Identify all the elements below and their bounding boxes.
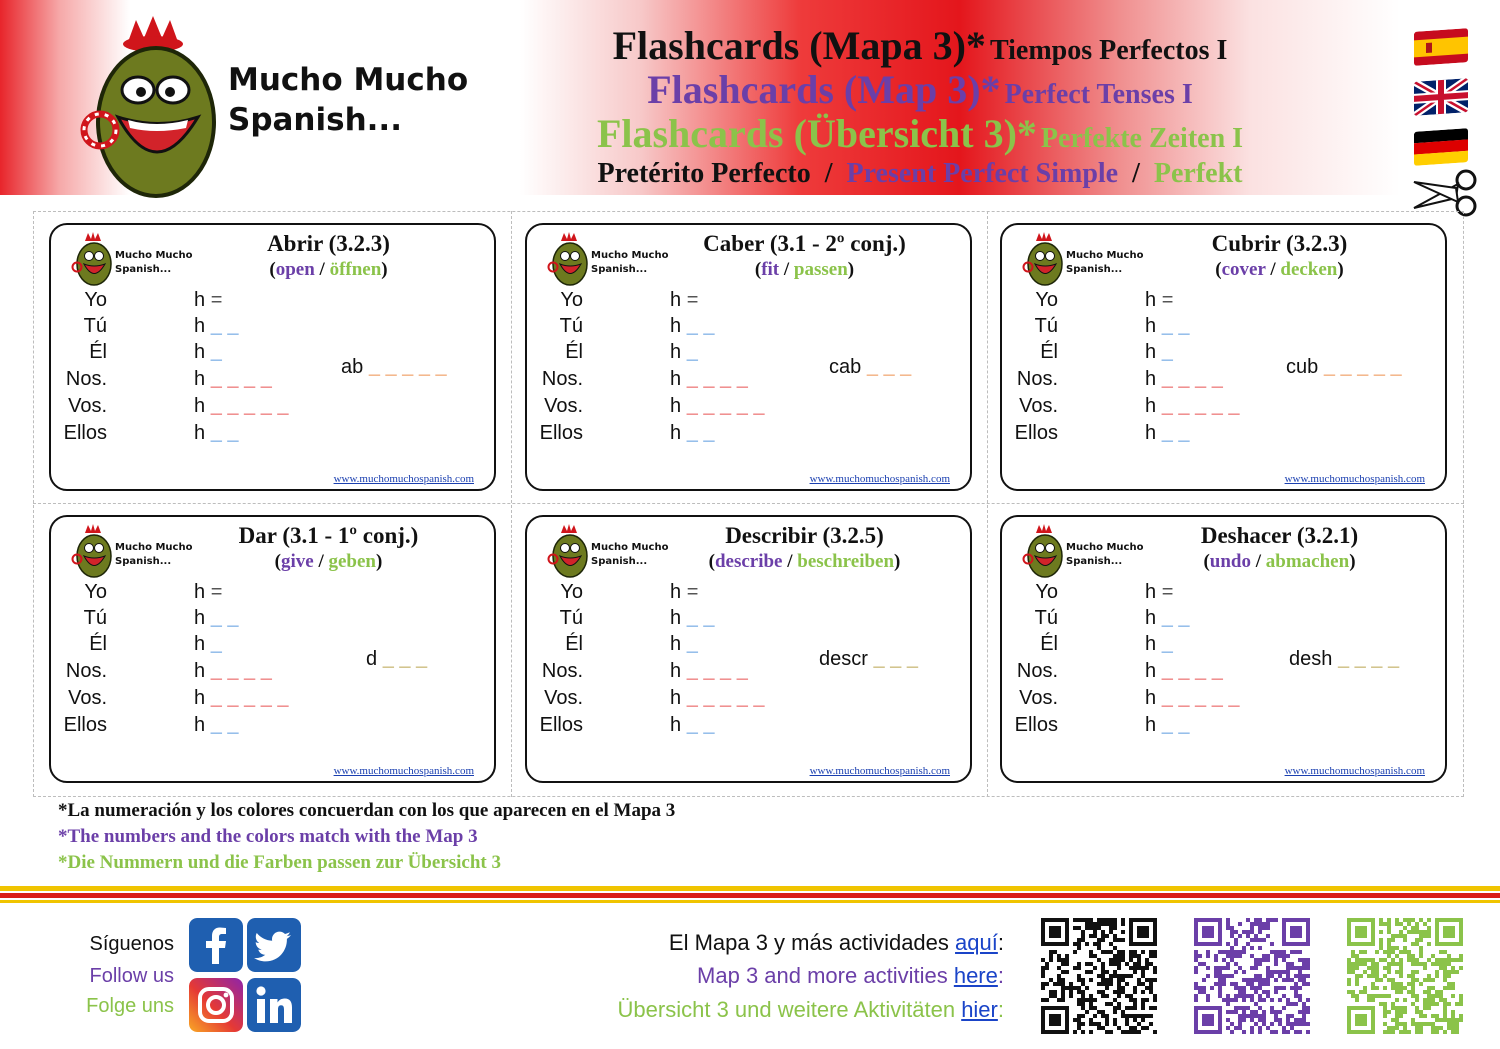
card-aux-letter: h bbox=[1145, 422, 1157, 444]
card-participle-stem: cub bbox=[1286, 356, 1319, 378]
flashcard bbox=[49, 223, 496, 491]
title-spanish-main: Flashcards (Mapa 3)* bbox=[612, 23, 986, 68]
card-pronoun: Nos. bbox=[1016, 660, 1058, 682]
cut-line-vertical bbox=[987, 211, 988, 797]
card-pronoun: Tú bbox=[1034, 607, 1058, 629]
card-pronoun: Nos. bbox=[1016, 368, 1058, 390]
card-participle-blanks: _ _ _ _ bbox=[1337, 648, 1400, 670]
card-participle-stem: desh bbox=[1289, 648, 1333, 670]
card-translation: (cover / decken) bbox=[1215, 259, 1344, 280]
card-participle bbox=[1286, 356, 1402, 379]
footer-stripe-red bbox=[0, 893, 1500, 898]
tense-separator: / bbox=[824, 158, 833, 189]
card-aux-verb bbox=[670, 395, 765, 418]
qr-code-english[interactable] bbox=[1193, 918, 1311, 1034]
olive-mascot-icon bbox=[1022, 231, 1066, 287]
card-aux-letter: h bbox=[1145, 368, 1157, 390]
card-participle-blanks: _ _ _ bbox=[873, 648, 918, 670]
card-aux-blanks: = bbox=[210, 289, 223, 311]
card-logo-text bbox=[115, 249, 192, 277]
tense-separator: / bbox=[1132, 158, 1140, 189]
card-translation: (describe / beschreiben) bbox=[708, 551, 901, 572]
card-verb: Caber (3.1 - 2º conj.) bbox=[703, 231, 906, 256]
card-pronoun: Nos. bbox=[541, 368, 583, 390]
card-verb: Describir (3.2.5) bbox=[725, 523, 884, 548]
card-translation-german: abmachen bbox=[1265, 551, 1350, 572]
card-participle-blanks: _ _ _ _ _ bbox=[1323, 356, 1402, 378]
tense-german: Perfekt bbox=[1153, 158, 1243, 189]
follow-spanish: Síguenos bbox=[89, 933, 174, 955]
card-aux-blanks: _ _ _ _ _ bbox=[686, 395, 765, 417]
flashcard bbox=[1000, 515, 1447, 783]
card-aux-letter: h bbox=[194, 395, 206, 417]
card-translation: (undo / abmachen) bbox=[1203, 551, 1356, 572]
card-aux-verb bbox=[194, 315, 239, 338]
card-pronoun: Él bbox=[89, 633, 107, 655]
card-website-url[interactable]: www.muchomuchospanish.com bbox=[809, 765, 950, 777]
card-pronoun: Él bbox=[565, 341, 583, 363]
card-translation: (fit / passen) bbox=[754, 259, 855, 280]
card-aux-verb bbox=[670, 368, 748, 391]
card-translation-german: öffnen bbox=[329, 259, 382, 280]
card-aux-verb bbox=[194, 368, 272, 391]
card-aux-letter: h bbox=[670, 660, 682, 682]
card-aux-blanks: _ _ _ _ _ bbox=[210, 395, 289, 417]
card-aux-blanks: _ _ _ _ bbox=[1161, 368, 1223, 390]
note-spanish: *La numeración y los colores concuerdan con los que aparecen en el Mapa 3 bbox=[58, 800, 676, 821]
card-logo-text bbox=[591, 541, 668, 569]
card-aux-verb bbox=[1145, 315, 1190, 338]
card-translation-separator: / bbox=[783, 259, 790, 280]
brand-line-2: Spanish... bbox=[228, 102, 402, 138]
card-pronoun: Yo bbox=[1035, 289, 1058, 311]
card-aux-verb bbox=[194, 687, 289, 710]
card-website-url[interactable]: www.muchomuchospanish.com bbox=[333, 765, 474, 777]
card-pronoun: Ellos bbox=[539, 422, 583, 444]
card-aux-verb bbox=[670, 341, 698, 364]
olive-mascot-logo bbox=[78, 12, 228, 202]
card-pronoun: Tú bbox=[559, 607, 583, 629]
card-pronoun: Ellos bbox=[1014, 714, 1058, 736]
link-suffix: : bbox=[997, 997, 1004, 1022]
card-aux-letter: h bbox=[1145, 315, 1157, 337]
card-aux-blanks: _ _ bbox=[210, 422, 239, 444]
card-aux-blanks: _ _ _ _ _ bbox=[210, 687, 289, 709]
card-pronoun: Yo bbox=[560, 289, 583, 311]
card-aux-letter: h bbox=[194, 422, 206, 444]
card-pronoun: Vos. bbox=[1019, 395, 1058, 417]
card-participle-stem: d bbox=[366, 648, 378, 670]
card-translation-separator: / bbox=[319, 259, 325, 280]
card-logo-text bbox=[1066, 249, 1143, 277]
card-logo-line-2: Spanish... bbox=[1066, 556, 1123, 567]
link-suffix: : bbox=[997, 963, 1004, 988]
germany-flag-icon bbox=[1414, 128, 1468, 166]
card-logo-line-2: Spanish... bbox=[591, 556, 648, 567]
card-participle bbox=[341, 356, 447, 379]
card-aux-verb bbox=[670, 714, 715, 737]
card-translation-separator: / bbox=[787, 551, 793, 572]
card-aux-letter: h bbox=[670, 581, 682, 603]
card-aux-blanks: _ bbox=[686, 633, 698, 655]
activities-link[interactable]: hier bbox=[961, 997, 998, 1022]
card-aux-letter: h bbox=[194, 687, 206, 709]
card-aux-letter: h bbox=[670, 714, 682, 736]
card-aux-letter: h bbox=[670, 607, 682, 629]
olive-mascot-icon bbox=[547, 523, 591, 579]
card-participle bbox=[1289, 648, 1399, 671]
card-translation-separator: / bbox=[1255, 551, 1262, 572]
card-aux-verb bbox=[194, 633, 222, 656]
card-aux-blanks: = bbox=[1161, 581, 1174, 603]
card-aux-verb bbox=[1145, 422, 1190, 445]
card-aux-blanks: = bbox=[686, 581, 699, 603]
card-aux-letter: h bbox=[1145, 714, 1157, 736]
card-participle bbox=[829, 356, 911, 379]
card-pronoun: Él bbox=[1040, 633, 1058, 655]
card-aux-verb bbox=[670, 633, 698, 656]
spain-flag-icon bbox=[1414, 28, 1468, 66]
card-pronoun: Vos. bbox=[68, 395, 107, 417]
card-aux-verb bbox=[194, 395, 289, 418]
card-aux-blanks: _ _ bbox=[686, 315, 715, 337]
card-aux-verb bbox=[670, 660, 748, 683]
card-aux-verb bbox=[1145, 660, 1223, 683]
activities-link[interactable]: here bbox=[953, 963, 998, 988]
olive-mascot-icon bbox=[71, 231, 115, 287]
card-aux-verb bbox=[1145, 289, 1173, 312]
card-aux-letter: h bbox=[670, 395, 682, 417]
footer-stripe-yellow bbox=[0, 886, 1500, 891]
link-suffix: : bbox=[997, 930, 1004, 955]
card-translation: (give / geben) bbox=[274, 551, 383, 572]
card-aux-verb bbox=[670, 687, 765, 710]
card-aux-blanks: _ _ _ _ bbox=[210, 368, 272, 390]
card-aux-blanks: _ _ bbox=[1161, 714, 1190, 736]
card-website-url[interactable]: www.muchomuchospanish.com bbox=[333, 473, 474, 485]
card-aux-verb bbox=[670, 289, 698, 312]
card-pronoun: Tú bbox=[83, 315, 107, 337]
card-aux-verb bbox=[1145, 633, 1173, 656]
card-pronoun: Nos. bbox=[541, 660, 583, 682]
card-aux-letter: h bbox=[670, 633, 682, 655]
card-aux-blanks: _ bbox=[686, 341, 698, 363]
card-aux-blanks: _ _ bbox=[1161, 315, 1190, 337]
card-verb: Abrir (3.2.3) bbox=[267, 231, 390, 256]
olive-mascot-icon bbox=[547, 231, 591, 287]
card-aux-verb bbox=[1145, 607, 1190, 630]
card-aux-blanks: = bbox=[1161, 289, 1174, 311]
card-participle bbox=[819, 648, 918, 671]
title-german-sub: Perfekte Zeiten I bbox=[1040, 123, 1244, 154]
title-english-sub: Perfect Tenses I bbox=[1004, 79, 1193, 110]
activities-text: Übersicht 3 und weitere Aktivitäten bbox=[617, 997, 956, 1022]
card-aux-letter: h bbox=[1145, 660, 1157, 682]
note-english: *The numbers and the colors match with the Map 3 bbox=[58, 826, 478, 847]
card-logo-text bbox=[115, 541, 192, 569]
card-translation-german: decken bbox=[1280, 259, 1338, 280]
card-participle-blanks: _ _ _ bbox=[866, 356, 912, 378]
card-translation-german: beschreiben bbox=[797, 551, 895, 572]
card-pronoun: Nos. bbox=[65, 660, 107, 682]
card-aux-blanks: _ bbox=[210, 341, 222, 363]
tense-names bbox=[520, 158, 1320, 190]
activities-text: Map 3 and more activities bbox=[697, 963, 948, 988]
card-aux-verb bbox=[670, 607, 715, 630]
card-participle-blanks: _ _ _ _ _ bbox=[368, 356, 447, 378]
follow-english: Follow us bbox=[89, 965, 174, 987]
card-pronoun: Tú bbox=[1034, 315, 1058, 337]
card-aux-blanks: _ _ bbox=[1161, 607, 1190, 629]
brand-name bbox=[228, 60, 468, 140]
brand-line-1: Mucho Mucho bbox=[228, 62, 469, 98]
card-logo-line-1: Mucho Mucho bbox=[591, 250, 669, 261]
card-aux-verb bbox=[670, 581, 698, 604]
card-translation-german: geben bbox=[328, 551, 376, 572]
card-website-url[interactable]: www.muchomuchospanish.com bbox=[1284, 473, 1425, 485]
card-aux-blanks: _ _ _ _ bbox=[210, 660, 272, 682]
title-spanish-sub: Tiempos Perfectos I bbox=[989, 35, 1228, 66]
card-pronoun: Ellos bbox=[539, 714, 583, 736]
note-german: *Die Nummern und die Farben passen zur Übersicht 3 bbox=[58, 852, 501, 873]
card-aux-letter: h bbox=[1145, 395, 1157, 417]
card-logo-text bbox=[1066, 541, 1143, 569]
uk-flag-icon bbox=[1414, 78, 1468, 116]
card-participle-blanks: _ _ _ bbox=[382, 648, 428, 670]
card-translation-separator: / bbox=[1270, 259, 1276, 280]
card-aux-verb bbox=[1145, 714, 1190, 737]
card-aux-blanks: _ _ bbox=[686, 714, 715, 736]
card-aux-letter: h bbox=[194, 368, 206, 390]
card-aux-letter: h bbox=[1145, 687, 1157, 709]
card-aux-letter: h bbox=[194, 660, 206, 682]
card-aux-letter: h bbox=[194, 581, 206, 603]
card-aux-blanks: = bbox=[686, 289, 699, 311]
card-translation-english: give bbox=[281, 551, 314, 572]
card-aux-verb bbox=[1145, 687, 1240, 710]
card-aux-verb bbox=[194, 660, 272, 683]
card-pronoun: Nos. bbox=[65, 368, 107, 390]
card-aux-letter: h bbox=[670, 315, 682, 337]
footer-stripe-yellow bbox=[0, 900, 1500, 903]
card-translation-english: describe bbox=[714, 551, 783, 572]
card-aux-blanks: _ _ _ _ bbox=[686, 660, 748, 682]
card-aux-verb bbox=[194, 581, 222, 604]
qr-code-spanish[interactable] bbox=[1040, 918, 1158, 1034]
card-translation: (open / öffnen) bbox=[269, 259, 388, 280]
card-participle-stem: ab bbox=[341, 356, 364, 378]
activities-link-german bbox=[618, 997, 1004, 1023]
card-logo-line-1: Mucho Mucho bbox=[115, 542, 193, 553]
flashcard bbox=[525, 515, 972, 783]
card-pronoun: Ellos bbox=[63, 422, 107, 444]
card-participle bbox=[366, 648, 427, 671]
card-pronoun: Vos. bbox=[544, 395, 583, 417]
card-website-url[interactable]: www.muchomuchospanish.com bbox=[1284, 765, 1425, 777]
card-aux-blanks: = bbox=[210, 581, 223, 603]
card-aux-blanks: _ bbox=[1161, 633, 1173, 655]
card-translation-english: fit bbox=[761, 259, 780, 280]
card-aux-letter: h bbox=[194, 315, 206, 337]
activities-text: El Mapa 3 y más actividades bbox=[668, 930, 949, 955]
follow-german: Folge uns bbox=[86, 995, 174, 1017]
card-aux-letter: h bbox=[194, 714, 206, 736]
card-aux-blanks: _ _ _ _ bbox=[686, 368, 748, 390]
card-translation-english: cover bbox=[1221, 259, 1266, 280]
card-website-url[interactable]: www.muchomuchospanish.com bbox=[809, 473, 950, 485]
card-aux-verb bbox=[194, 607, 239, 630]
title-german bbox=[520, 110, 1320, 157]
card-aux-blanks: _ _ bbox=[210, 315, 239, 337]
olive-mascot-icon bbox=[1022, 523, 1066, 579]
card-aux-blanks: _ _ bbox=[1161, 422, 1190, 444]
card-aux-letter: h bbox=[1145, 633, 1157, 655]
card-verb: Dar (3.1 - 1º conj.) bbox=[238, 523, 419, 548]
card-aux-verb bbox=[1145, 395, 1240, 418]
card-aux-verb bbox=[1145, 581, 1173, 604]
card-logo-line-2: Spanish... bbox=[115, 264, 172, 275]
card-pronoun: Yo bbox=[84, 581, 107, 603]
card-logo-line-1: Mucho Mucho bbox=[115, 250, 193, 261]
title-german-main: Flashcards (Übersicht 3)* bbox=[596, 111, 1037, 156]
card-aux-letter: h bbox=[194, 341, 206, 363]
card-aux-blanks: _ _ _ _ bbox=[1161, 660, 1223, 682]
card-logo-line-2: Spanish... bbox=[591, 264, 648, 275]
card-participle-stem: cab bbox=[829, 356, 862, 378]
card-pronoun: Yo bbox=[560, 581, 583, 603]
card-verb: Cubrir (3.2.3) bbox=[1211, 231, 1348, 256]
card-pronoun: Ellos bbox=[1014, 422, 1058, 444]
flashcard bbox=[525, 223, 972, 491]
title-english-main: Flashcards (Map 3)* bbox=[647, 67, 1001, 112]
card-aux-verb bbox=[194, 289, 222, 312]
card-aux-blanks: _ _ _ _ _ bbox=[1161, 395, 1240, 417]
card-aux-letter: h bbox=[670, 422, 682, 444]
card-pronoun: Tú bbox=[559, 315, 583, 337]
title-english bbox=[520, 66, 1320, 113]
card-aux-verb bbox=[1145, 368, 1223, 391]
card-logo-line-1: Mucho Mucho bbox=[1066, 250, 1144, 261]
card-pronoun: Vos. bbox=[1019, 687, 1058, 709]
card-verb: Deshacer (3.2.1) bbox=[1200, 523, 1359, 548]
instagram-icon[interactable] bbox=[189, 978, 243, 1032]
card-aux-verb bbox=[670, 315, 715, 338]
activities-link-spanish bbox=[669, 930, 1004, 956]
card-translation-german: passen bbox=[793, 259, 848, 280]
cut-line-horizontal bbox=[33, 503, 1464, 504]
card-logo-line-2: Spanish... bbox=[1066, 264, 1123, 275]
card-aux-letter: h bbox=[670, 687, 682, 709]
card-aux-blanks: _ _ bbox=[210, 607, 239, 629]
card-logo-text bbox=[591, 249, 668, 277]
qr-code-german[interactable] bbox=[1346, 918, 1464, 1034]
card-aux-blanks: _ _ bbox=[210, 714, 239, 736]
card-pronoun: Él bbox=[1040, 341, 1058, 363]
card-translation-english: open bbox=[275, 259, 315, 280]
card-aux-letter: h bbox=[194, 607, 206, 629]
card-aux-letter: h bbox=[670, 368, 682, 390]
cut-line-vertical bbox=[511, 211, 512, 797]
card-aux-blanks: _ bbox=[1161, 341, 1173, 363]
card-pronoun: Él bbox=[89, 341, 107, 363]
card-aux-letter: h bbox=[1145, 581, 1157, 603]
flashcard bbox=[49, 515, 496, 783]
card-translation-english: undo bbox=[1209, 551, 1251, 572]
card-aux-blanks: _ _ _ _ _ bbox=[1161, 687, 1240, 709]
card-aux-blanks: _ _ _ _ _ bbox=[686, 687, 765, 709]
facebook-icon[interactable] bbox=[189, 918, 243, 972]
card-pronoun: Él bbox=[565, 633, 583, 655]
card-aux-verb bbox=[1145, 341, 1173, 364]
card-aux-blanks: _ bbox=[210, 633, 222, 655]
card-aux-blanks: _ _ bbox=[686, 607, 715, 629]
card-pronoun: Vos. bbox=[68, 687, 107, 709]
card-participle-stem: descr bbox=[819, 648, 868, 670]
card-aux-letter: h bbox=[194, 289, 206, 311]
card-aux-blanks: _ _ bbox=[686, 422, 715, 444]
flashcard bbox=[1000, 223, 1447, 491]
activities-link[interactable]: aquí bbox=[955, 930, 998, 955]
card-logo-line-1: Mucho Mucho bbox=[1066, 542, 1144, 553]
tense-spanish: Pretérito Perfecto bbox=[597, 158, 811, 189]
card-aux-letter: h bbox=[194, 633, 206, 655]
card-aux-letter: h bbox=[670, 289, 682, 311]
card-aux-letter: h bbox=[1145, 341, 1157, 363]
card-logo-line-1: Mucho Mucho bbox=[591, 542, 669, 553]
card-pronoun: Yo bbox=[84, 289, 107, 311]
card-aux-letter: h bbox=[1145, 289, 1157, 311]
card-aux-verb bbox=[194, 341, 222, 364]
card-aux-verb bbox=[194, 714, 239, 737]
card-aux-letter: h bbox=[670, 341, 682, 363]
card-pronoun: Yo bbox=[1035, 581, 1058, 603]
card-aux-verb bbox=[670, 422, 715, 445]
linkedin-icon[interactable] bbox=[247, 978, 301, 1032]
card-logo-line-2: Spanish... bbox=[115, 556, 172, 567]
card-translation-separator: / bbox=[318, 551, 324, 572]
activities-link-english bbox=[697, 963, 1004, 989]
card-pronoun: Ellos bbox=[63, 714, 107, 736]
tense-english: Present Perfect Simple bbox=[846, 158, 1119, 189]
card-pronoun: Vos. bbox=[544, 687, 583, 709]
card-aux-letter: h bbox=[1145, 607, 1157, 629]
title-spanish bbox=[520, 22, 1320, 69]
card-aux-verb bbox=[194, 422, 239, 445]
twitter-icon[interactable] bbox=[247, 918, 301, 972]
card-pronoun: Tú bbox=[83, 607, 107, 629]
olive-mascot-icon bbox=[71, 523, 115, 579]
